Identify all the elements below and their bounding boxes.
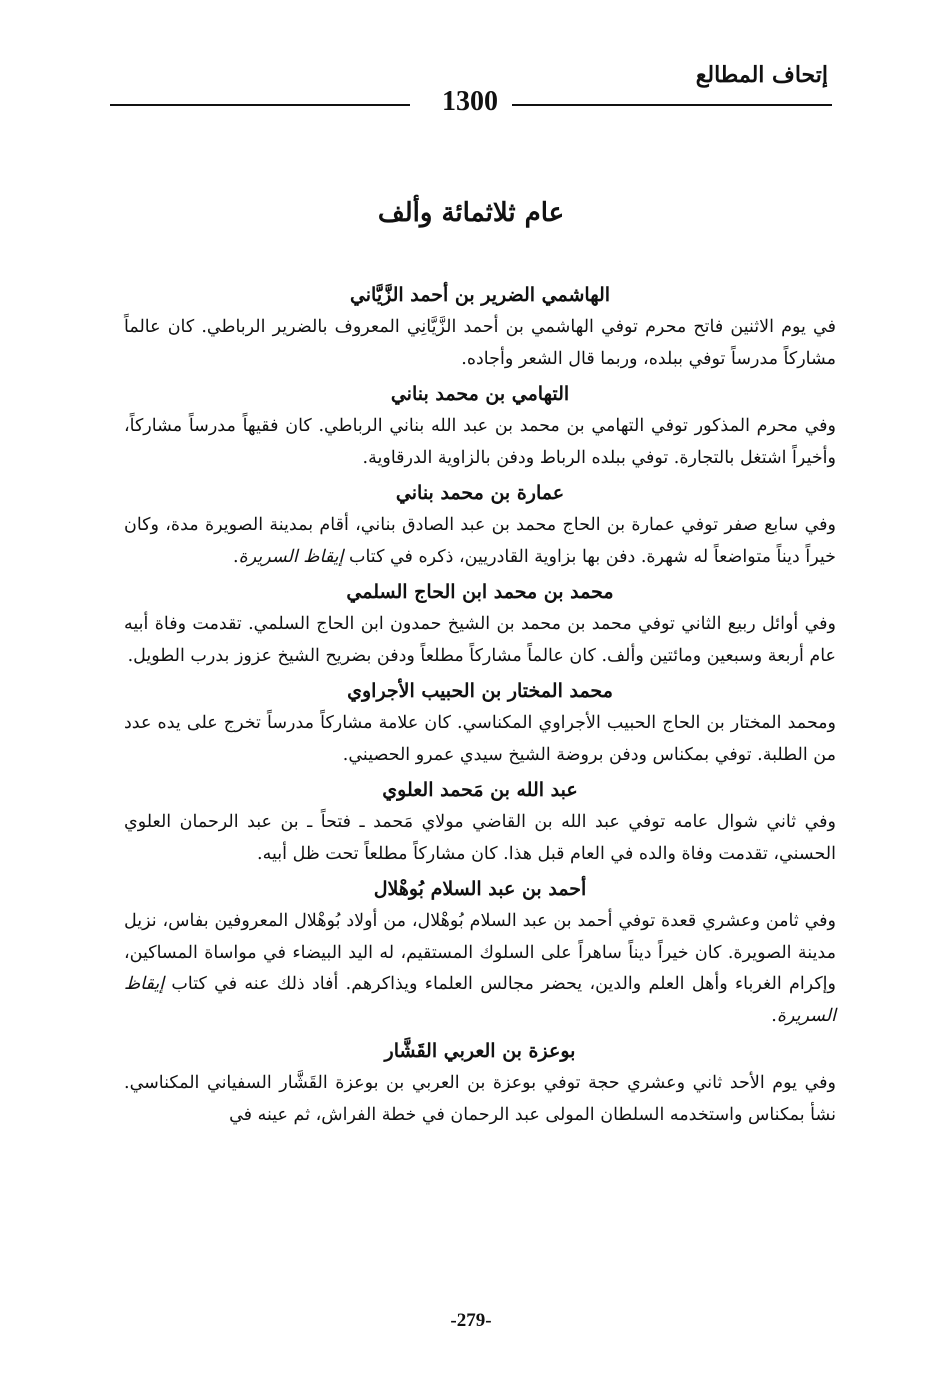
section-title: عام ثلاثمائة وألف bbox=[377, 198, 565, 228]
entry bbox=[124, 278, 836, 375]
entry-heading: بوعزة بن العربي القَشَّار bbox=[384, 1040, 576, 1062]
entry bbox=[124, 872, 836, 1032]
entry bbox=[124, 773, 836, 870]
entry-heading: عبد الله بن مَحمد العلوي bbox=[382, 779, 578, 801]
entry-body: وفي محرم المذكور توفي التهامي بن محمد بن عبد الله بناني الرباطي. كان فقيهاً مدرساً مشاركاً، وأخيراً اشتغل بالتجارة. توفي ببلده الرباط ودفن بالزاوية الدرقاوية. bbox=[124, 416, 836, 468]
entry-body: ومحمد المختار بن الحاج الحبيب الأجراوي المكناسي. كان علامة مشاركاً مدرساً تخرج على يده عدد من الطلبة. توفي بمكناس ودفن بروضة الشيخ سيدي عمرو الحصيني. bbox=[124, 713, 836, 765]
header-rule-left bbox=[110, 104, 410, 106]
entry bbox=[124, 575, 836, 672]
entry bbox=[124, 1034, 836, 1131]
entry-heading: التهامي بن محمد بناني bbox=[390, 383, 570, 405]
book-title: إيقاظ السريرة bbox=[124, 974, 836, 1026]
running-title: إتحاف المطالع bbox=[695, 62, 828, 88]
entry-heading: محمد بن محمد ابن الحاج السلمي bbox=[346, 581, 614, 603]
entry-body: في يوم الاثنين فاتح محرم توفي الهاشمي بن أحمد الزَّيَّانِي المعروف بالضرير الرباطي. كان عالماً مشاركاً مدرساً توفي ببلده، وربما قال الشعر وأجاده. bbox=[124, 317, 836, 369]
entry-heading: الهاشمي الضرير بن أحمد الزَّيَّاني bbox=[349, 284, 611, 306]
page-number: -279- bbox=[450, 1310, 492, 1331]
entry-body: وفي ثاني شوال عامه توفي عبد الله بن القاضي مولاي مَحمد ـ فتحاً ـ بن عبد الرحمان العلوي الحسني، تقدمت وفاة والده في العام قبل هذا. كان مشاركاً مطلعاً تحت ظل أبيه. bbox=[124, 812, 836, 864]
year-header bbox=[110, 84, 832, 124]
entry-body-end: . bbox=[771, 1005, 777, 1026]
book-title: إيقاظ السريرة bbox=[238, 546, 344, 567]
entry bbox=[124, 476, 836, 573]
entry-body: وفي يوم الأحد ثاني وعشري حجة توفي بوعزة بن العربي بن بوعزة القَشَّار السفياني المكناسي. نشأ بمكناس واستخدمه السلطان المولى عبد الرحمان في خطة الفراش، ثم عينه في bbox=[124, 1073, 836, 1125]
entry-heading: عمارة بن محمد بناني bbox=[395, 482, 565, 504]
entry-heading: أحمد بن عبد السلام بُوهْلال bbox=[373, 878, 587, 900]
entry-heading: محمد المختار بن الحبيب الأجراوي bbox=[347, 680, 613, 702]
year-number: 1300 bbox=[442, 86, 498, 117]
entry bbox=[124, 674, 836, 771]
entry-body-text: وفي ثامن وعشري قعدة توفي أحمد بن عبد السلام بُوهْلال، من أولاد بُوهْلال المعروفين بفاس، نزيل مدينة الصويرة. كان خيراً ديناً ساهراً على السلوك المستقيم، له اليد البيضاء في مواساة المساكين، وإكرام الغرباء وأهل العلم والدين، يحضر مجالس العلماء ويذاكرهم. أفاد ذلك عنه في كتاب bbox=[124, 911, 836, 994]
entry-body: وفي أوائل ربيع الثاني توفي محمد بن محمد بن الشيخ حمدون ابن الحاج السلمي. تقدمت وفاة أبيه عام أربعة وسبعين ومائتين وألف. كان عالماً مشاركاً مطلعاً ودفن بضريح الشيخ عزوز بدرب الطويل. bbox=[124, 614, 836, 666]
entry-body bbox=[124, 510, 836, 573]
entry-body bbox=[124, 906, 836, 1032]
entry bbox=[124, 377, 836, 474]
entry-body-end: . bbox=[233, 546, 239, 567]
entry-body-text: وفي سابع صفر توفي عمارة بن الحاج محمد بن عبد الصادق بناني، أقام بمدينة الصويرة مدة، وكان خيراً ديناً متواضعاً له شهرة. دفن بها بزاوية القادريين، ذكره في كتاب bbox=[124, 515, 836, 567]
header-rule-right bbox=[512, 104, 832, 106]
entries-list bbox=[124, 278, 836, 1133]
